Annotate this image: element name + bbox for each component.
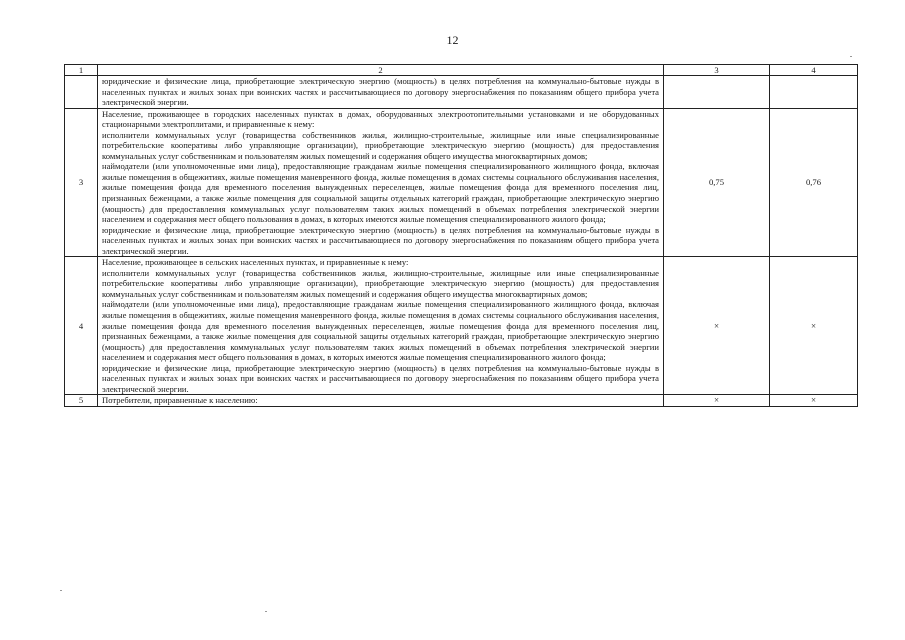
header-col-4: 4	[770, 65, 858, 76]
row-description	[98, 108, 664, 257]
scan-speck	[850, 56, 852, 57]
table-row	[65, 395, 858, 407]
value-col-3: 0,75	[664, 108, 770, 257]
paragraph: исполнители коммунальных услуг (товарищества собственников жилья, жилищно-строительные, жилищные или иные специализированные потребительские кооперативы либо управляющие организации), приобретающие электрическую энергию (мощность) для предоставления коммунальных услуг собственникам и пользователям жилых помещений и содержания общего имущества многоквартирных домов;	[102, 129, 659, 161]
row-number: 3	[65, 108, 98, 257]
table-row	[65, 108, 858, 257]
paragraph: Потребители, приравненные к населению:	[102, 395, 258, 406]
page-number: 12	[446, 33, 459, 47]
scan-speck	[265, 611, 267, 612]
value-col-4	[770, 76, 858, 109]
value-col-3: ×	[664, 257, 770, 395]
value-col-3	[664, 76, 770, 109]
row-description	[98, 257, 664, 395]
paragraph: Население, проживающее в городских населенных пунктах в домах, оборудованных электроотопительными установками и не оборудованных стационарными электроплитами, и приравненные к нему:	[102, 108, 659, 130]
row-description	[98, 76, 664, 109]
paragraph: исполнители коммунальных услуг (товарищества собственников жилья, жилищно-строительные, жилищные или иные специализированные потребительские кооперативы либо управляющие организации), приобретающие электрическую энергию (мощность) для предоставления коммунальных услуг собственникам и пользователям жилых помещений и содержания общего имущества многоквартирных домов;	[102, 267, 659, 299]
value-col-4: ×	[770, 395, 858, 407]
row-number	[65, 76, 98, 109]
header-col-1: 1	[65, 65, 98, 76]
table-header-row	[65, 65, 858, 76]
scan-speck	[60, 590, 62, 591]
table-row	[65, 257, 858, 395]
row-description	[98, 395, 664, 407]
row-number: 5	[65, 395, 98, 407]
value-col-3: ×	[664, 395, 770, 407]
value-col-4: 0,76	[770, 108, 858, 257]
header-col-2: 2	[98, 65, 664, 76]
header-col-3: 3	[664, 65, 770, 76]
paragraph: юридические и физические лица, приобретающие электрическую энергию (мощность) в целях потребления на коммунально-бытовые нужды в населенных пунктах и жилых зонах при воинских частях и рассчитывающиеся по договору энергоснабжения по показаниям общего прибора учета электрической энергии.	[102, 76, 659, 108]
value-col-4: ×	[770, 257, 858, 395]
paragraph: наймодатели (или уполномоченные ими лица), предоставляющие гражданам жилые помещения специализированного жилищного фонда, включая жилые помещения в общежитиях, жилые помещения маневренного фонда, жилые помещения в домах системы социального обслуживания населения, жилые помещения фонда для временного поселения вынужденных переселенцев, жилые помещения фонда для временного поселения лиц, признанных беженцами, а также жилые помещения для социальной защиты отдельных категорий граждан, приобретающие электрическую энергию (мощность) для предоставления коммунальных услуг пользователям таких жилых помещений в объемах потребления электрической энергии населением и содержания мест общего пользования в домах, в которых имеются жилые помещения специализированного жилого фонда;	[102, 299, 659, 363]
tariff-table	[64, 64, 858, 407]
paragraph: Население, проживающее в сельских населенных пунктах, и приравненные к нему:	[102, 257, 409, 268]
paragraph: наймодатели (или уполномоченные ими лица), предоставляющие гражданам жилые помещения специализированного жилищного фонда, включая жилые помещения в общежитиях, жилые помещения маневренного фонда, жилые помещения в домах системы социального обслуживания населения, жилые помещения фонда для временного поселения вынужденных переселенцев, жилые помещения фонда для временного поселения лиц, признанных беженцами, а также жилые помещения для социальной защиты отдельных категорий граждан, приобретающие электрическую энергию (мощность) для предоставления коммунальных услуг пользователям таких жилых помещений в объемах потребления электрической энергии населением и содержания мест общего пользования в домах, в которых имеются жилые помещения специализированного жилого фонда;	[102, 161, 659, 225]
paragraph: юридические и физические лица, приобретающие электрическую энергию (мощность) в целях потребления на коммунально-бытовые нужды в населенных пунктах и жилых зонах при воинских частях и рассчитывающиеся по договору энергоснабжения по показаниям общего прибора учета электрической энергии.	[102, 362, 659, 394]
table-row	[65, 76, 858, 109]
paragraph: юридические и физические лица, приобретающие электрическую энергию (мощность) в целях потребления на коммунально-бытовые нужды в населенных пунктах и жилых зонах при воинских частях и рассчитывающиеся по договору энергоснабжения по показаниям общего прибора учета электрической энергии.	[102, 224, 659, 256]
row-number: 4	[65, 257, 98, 395]
